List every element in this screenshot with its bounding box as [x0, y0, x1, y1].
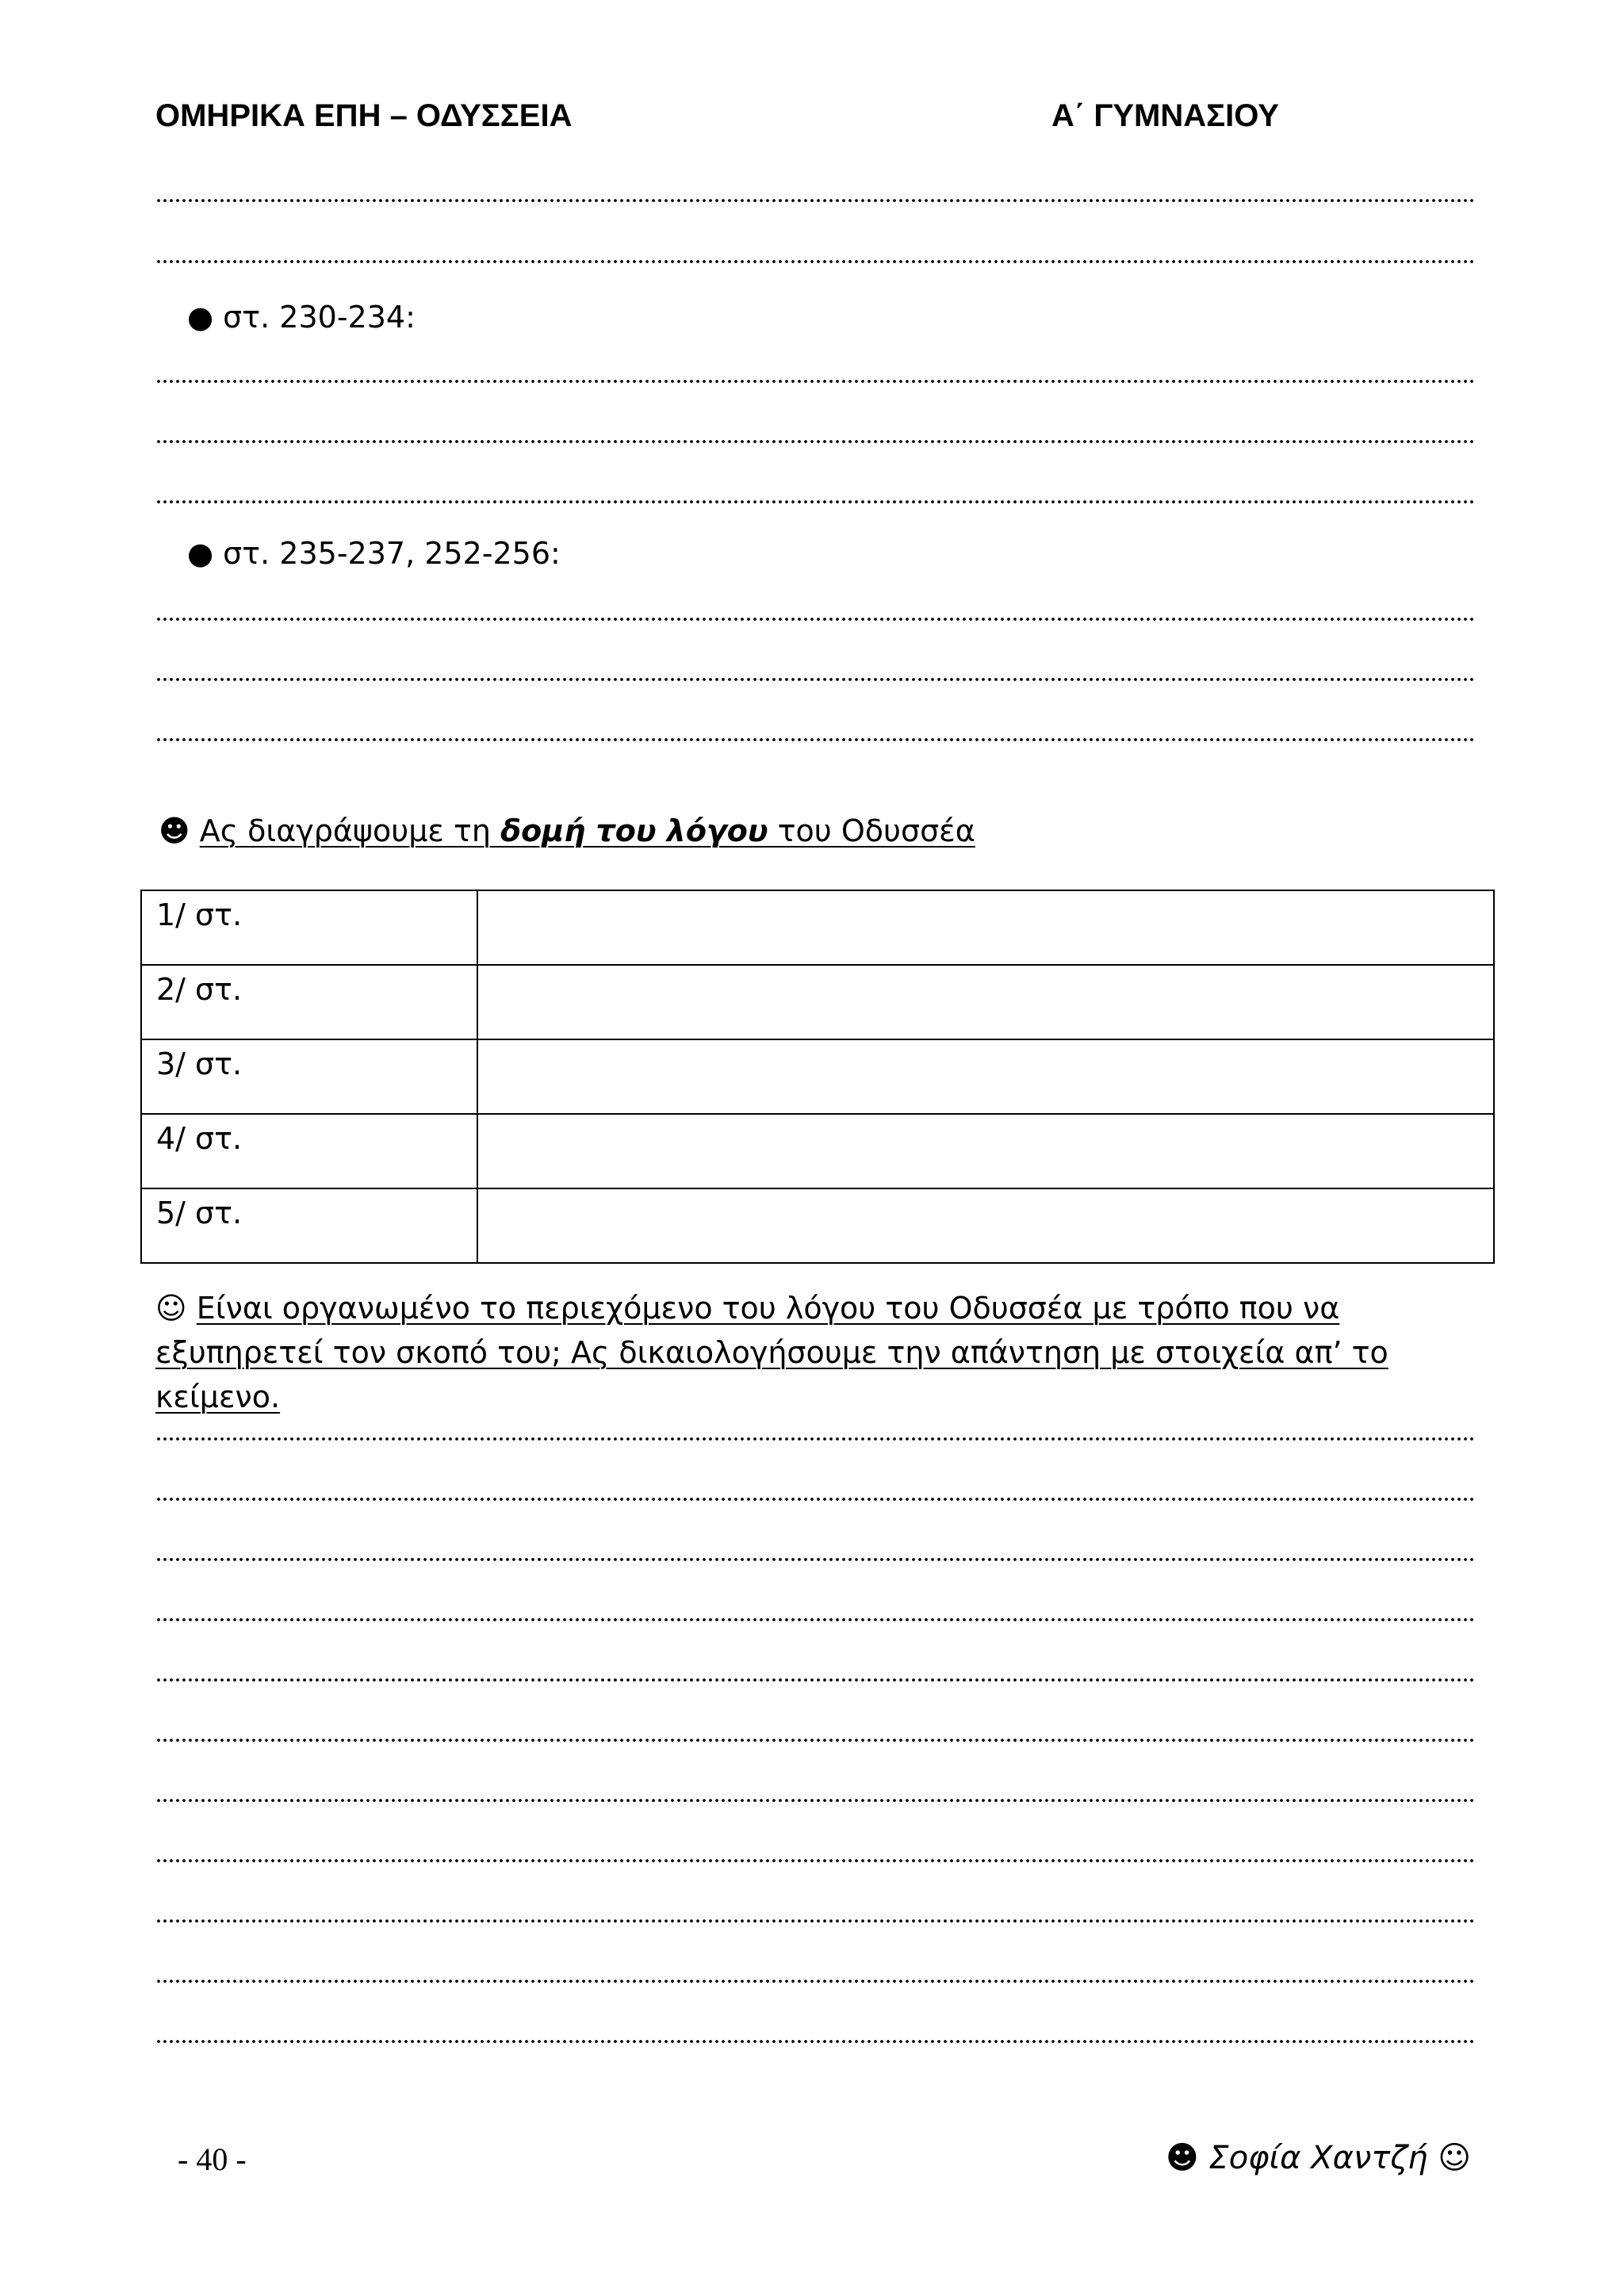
row-answer-cell[interactable] [477, 1039, 1494, 1114]
answer-line[interactable] [155, 734, 1475, 745]
table-row [141, 1188, 1494, 1263]
verse-item [187, 298, 416, 336]
table-row [141, 890, 1494, 965]
structure-heading-emphasis: δομή του λόγου [500, 813, 768, 848]
table-row [141, 1114, 1494, 1188]
answer-line[interactable] [155, 1494, 1475, 1505]
verse-item-label: στ. 230-234: [223, 300, 416, 335]
bullet-icon: ● [187, 536, 214, 571]
row-label: 5/ στ. [141, 1188, 477, 1263]
row-label: 2/ στ. [141, 965, 477, 1039]
page-header-grade: Α΄ ΓΥΜΝΑΣΙΟΥ [1051, 98, 1279, 133]
answer-line[interactable] [155, 1915, 1475, 1927]
answer-line[interactable] [155, 2036, 1475, 2047]
structure-heading [159, 812, 975, 850]
answer-line[interactable] [155, 1855, 1475, 1866]
table-row [141, 965, 1494, 1039]
author-name: Σοφία Χαντζή [1208, 2140, 1428, 2176]
answer-line[interactable] [155, 1795, 1475, 1806]
question-text: Είναι οργανωμένο το περιεχόμενο του λόγου του Οδυσσέα με τρόπο που να εξυπηρετεί τον σκοπό του; Ας δικαιολογήσουμε την απάντηση με στοιχεία απ’ το κείμενο. [155, 1291, 1388, 1414]
row-answer-cell[interactable] [477, 890, 1494, 965]
answer-line[interactable] [155, 1614, 1475, 1625]
answer-line[interactable] [155, 195, 1475, 206]
answer-line[interactable] [155, 1674, 1475, 1686]
smiley-dark-icon: ☻ [1166, 2140, 1199, 2176]
answer-line[interactable] [155, 1433, 1475, 1445]
answer-line[interactable] [155, 496, 1475, 507]
page-number: - 40 - [178, 2141, 247, 2177]
answer-line[interactable] [155, 1735, 1475, 1746]
row-label: 3/ στ. [141, 1039, 477, 1114]
structure-heading-text: Ας διαγράψουμε τη δομή του λόγου του Οδυσσέα [199, 813, 975, 848]
answer-line[interactable] [155, 436, 1475, 447]
answer-line[interactable] [155, 674, 1475, 685]
smiley-icon: ☺ [155, 1291, 187, 1326]
answer-line[interactable] [155, 1976, 1475, 1987]
smiley-icon: ☺ [1438, 2140, 1471, 2176]
answer-line[interactable] [155, 1554, 1475, 1565]
verse-item [187, 534, 561, 572]
row-answer-cell[interactable] [477, 965, 1494, 1039]
table-row [141, 1039, 1494, 1114]
bullet-icon: ● [187, 300, 214, 335]
author-signature [1166, 2139, 1471, 2177]
smiley-dark-icon: ☻ [159, 813, 190, 848]
row-label: 1/ στ. [141, 890, 477, 965]
verse-item-label: στ. 235-237, 252-256: [223, 536, 561, 571]
row-answer-cell[interactable] [477, 1188, 1494, 1263]
page-header-title: ΟΜΗΡΙΚΑ ΕΠΗ – ΟΔΥΣΣΕΙΑ [155, 98, 573, 133]
answer-line[interactable] [155, 376, 1475, 387]
question-prompt [155, 1286, 1496, 1419]
speech-structure-table [140, 890, 1495, 1264]
answer-line[interactable] [155, 614, 1475, 625]
row-label: 4/ στ. [141, 1114, 477, 1188]
answer-line[interactable] [155, 256, 1475, 267]
row-answer-cell[interactable] [477, 1114, 1494, 1188]
